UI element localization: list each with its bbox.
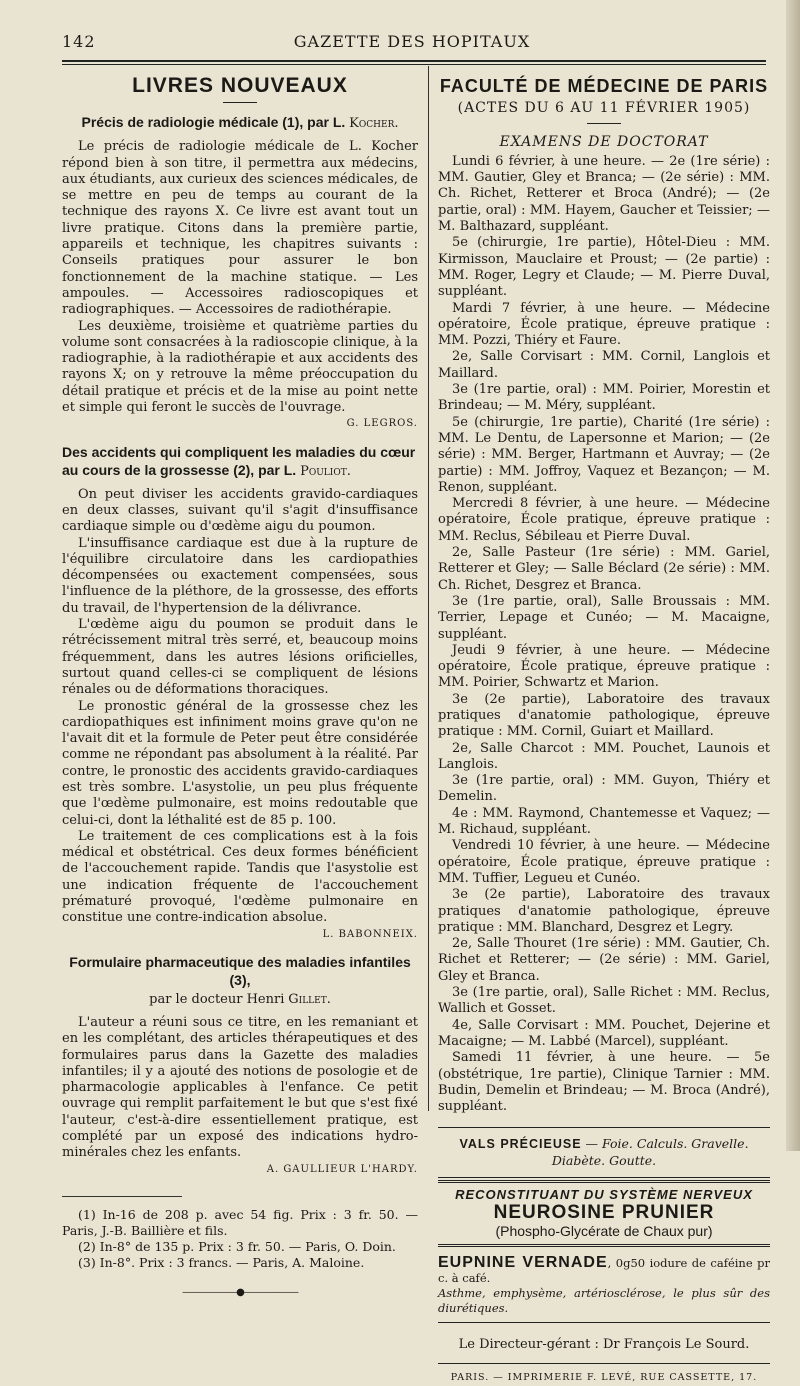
exam-paragraph: 3e (1re partie, oral), Salle Broussais : MM. Terrier, Lepage et Cunéo; — M. Macaigne, suppléant.	[438, 593, 770, 642]
exam-paragraph: 3e (1re partie, oral), Salle Richet : MM. Reclus, Wallich et Gosset.	[438, 985, 770, 1017]
ornament-divider: ——————●——————	[182, 1286, 298, 1298]
director-line: Le Directeur-gérant : Dr François Le Sourd.	[458, 1336, 750, 1352]
review-paragraph: L'œdème aigu du poumon se produit dans le rétrécissement mitral très serré, et, beaucoup moins fréquemment, dans les autres lésions orificielles, surtout quand celles-ci se compliquent de lésions rénales ou de déformations thoraciques.	[62, 617, 418, 698]
exam-paragraph: 5e (chirurgie, 1re partie), Charité (1re série) : MM. Le Dentu, de Lapersonne et Marion; — (2e série) : MM. Berger, Hartmann et Auvray; — (2e partie) : MM. Joffroy, Vaquez et Bezançon; — M. Renon, suppléant.	[438, 414, 770, 495]
page-header	[62, 30, 762, 60]
exam-paragraph: 2e, Salle Charcot : MM. Pouchet, Launois et Langlois.	[438, 740, 770, 772]
review-title: Précis de radiologie médicale (1), par L. Kocher.	[81, 114, 399, 132]
review-signature: A. GAULLIEUR L'HARDY.	[266, 1163, 418, 1175]
section-title: LIVRES NOUVEAUX	[132, 74, 348, 97]
footnote: (2) In-8° de 135 p. Prix : 3 fr. 50. — Paris, O. Doin.	[78, 1238, 396, 1254]
section-title: FACULTÉ DE MÉDECINE DE PARIS	[439, 76, 769, 96]
review-signature: G. LEGROS.	[346, 418, 418, 430]
printer-line: PARIS. — IMPRIMERIE F. LEVÉ, RUE CASSETTE, 17.	[438, 1363, 770, 1386]
ad-neurosine: RECONSTITUANT DU SYSTÈME NERVEUX NEUROSINE PRUNIER (Phospho-Glycérate de Chaux pur)	[438, 1180, 770, 1247]
review-title: Formulaire pharmaceutique des maladies infantiles (3), par le docteur Henri Gillet.	[69, 953, 411, 1007]
left-column	[62, 74, 418, 1301]
footnote-rule	[62, 1196, 182, 1207]
column-divider	[428, 66, 429, 1111]
review-paragraph: L'insuffisance cardiaque est due à la rupture de l'équilibre circulatoire dans les cardiopathies décompensées ou exactement compensées, sous l'influence de la pléthore, de la grossesse, des efforts du travail, de l'hypertension de la délivrance.	[62, 535, 418, 616]
review-paragraph: Les deuxième, troisième et quatrième parties du volume sont consacrées à la radioscopie clinique, à la radiographie, à la radiothérapie et aux accidents des rayons X; on y retrouve la même préoccupation du détail pratique et précis et de la mise au point nette et simple qui feront le succès de l'ouvrage.	[62, 318, 418, 416]
title-rule	[223, 102, 257, 103]
exam-paragraph: Lundi 6 février, à une heure. — 2e (1re série) : MM. Gautier, Gley et Branca; — (2e série) : MM. Ch. Richet, Retterer et Broca (André); — (2e partie, oral) : MM. Hayem, Gaucher et Teissier; — M. Balthazard, suppléant.	[438, 153, 770, 235]
ad-eupnine: EUPNINE VERNADE, 0g50 iodure de caféine pr c. à café. Asthme, emphysème, artériosclérose, le plus sûr des diurétiques.	[438, 1255, 770, 1323]
title-rule	[587, 123, 621, 124]
exam-paragraph: Vendredi 10 février, à une heure. — Médecine opératoire, École pratique, épreuve pratique : MM. Tuffier, Legueu et Cunéo.	[438, 838, 770, 886]
exam-paragraph: 3e (1re partie, oral) : MM. Guyon, Thiéry et Demelin.	[438, 773, 770, 805]
journal-title: GAZETTE DES HOPITAUX	[293, 32, 531, 51]
exam-heading: EXAMENS DE DOCTORAT	[499, 133, 709, 150]
footnote: (3) In-8°. Prix : 3 francs. — Paris, A. Maloine.	[78, 1254, 365, 1270]
exam-paragraph: 2e, Salle Corvisart : MM. Cornil, Langlois et Maillard.	[438, 349, 770, 381]
exam-paragraph: 3e (2e partie), Laboratoire des travaux pratiques d'anatomie pathologique, épreuve pratique : MM. Cornil, Guiart et Maillard.	[438, 691, 770, 740]
review-paragraph: Le précis de radiologie médicale de L. Kocher répond bien à son titre, il permettra aux médecins, aux étudiants, aux curieux des sciences médicales, de se mettre en peu de temps au courant de la technique des rayons X. Ce livre est avant tout un livre pratique. Citons dans la première partie, appareils et technique, les chapitres suivants : Conseils pratiques pour assurer le bon fonctionnement de la machine statique. — Les ampoules. — Accessoires radioscopiques et radiographiques. — Accessoires de radiothérapie.	[62, 139, 418, 318]
exam-paragraph: Jeudi 9 février, à une heure. — Médecine opératoire, École pratique, épreuve pratique : MM. Poirier, Schwartz et Marion.	[438, 642, 770, 691]
review-signature: L. BABONNEIX.	[322, 928, 418, 940]
review-paragraph: Le pronostic général de la grossesse chez les cardiopathiques est infiniment moins grave qu'on ne l'avait dit et la formule de Peter peut être considérée comme ne répondant pas absolument à la réalité. Par contre, le pronostic des accidents gravido-cardiaques est très sombre. L'asystolie, un peu plus fréquente que l'œdème pulmonaire, est moins redoutable que celui-ci, dont la léthalité est de 85 p. 100.	[62, 698, 418, 828]
exam-paragraph: 4e : MM. Raymond, Chantemesse et Vaquez; — M. Richaud, suppléant.	[438, 805, 770, 838]
footnote: (1) In-16 de 208 p. avec 54 fig. Prix : 3 fr. 50. — Paris, J.-B. Baillière et fils.	[62, 1206, 418, 1238]
exam-paragraph: Mercredi 8 février, à une heure. — Médecine opératoire, École pratique, épreuve pratique : MM. Reclus, Sébileau et Pierre Duval.	[438, 496, 770, 544]
ad-vals: VALS PRÉCIEUSE — Foie. Calculs. Gravelle. Diabète. Goutte.	[438, 1127, 770, 1178]
section-subtitle: (ACTES DU 6 AU 11 FÉVRIER 1905)	[457, 100, 751, 117]
review-title: Des accidents qui compliquent les maladies du cœur au cours de la grossesse (2), par L. Pouliot.	[62, 443, 416, 479]
header-rule	[62, 60, 766, 62]
exam-paragraph: 2e, Salle Pasteur (1re série) : MM. Gariel, Retterer et Gley; — Salle Béclard (2e série) : MM. Ch. Richet, Desgrez et Branca.	[438, 545, 770, 593]
footnotes	[62, 1207, 418, 1271]
exam-paragraph: Mardi 7 février, à une heure. — Médecine opératoire, École pratique, épreuve pratique : MM. Pozzi, Thiéry et Faure.	[438, 300, 770, 349]
exam-paragraph: Samedi 11 février, à une heure. — 5e (obstétrique, 1re partie), Clinique Tarnier : MM. Budin, Demelin et Brindeau; — M. Broca (André), suppléant.	[438, 1050, 770, 1115]
review-paragraph: Le traitement de ces complications est à la fois médical et obstétrical. Ces deux formes bénéficient de l'accouchement rapide. Tandis que l'asystolie est une indication fréquente de l'accouchement prématuré provoqué, l'œdème pulmonaire en constitue une contre-indication absolue.	[62, 828, 418, 926]
right-column	[438, 78, 770, 1386]
exam-paragraph: 3e (1re partie, oral) : MM. Poirier, Morestin et Brindeau; — M. Méry, suppléant.	[438, 382, 770, 414]
page-number: 142	[62, 32, 96, 51]
exam-paragraph: 2e, Salle Thouret (1re série) : MM. Gautier, Ch. Richet et Retterer; — (2e série) : MM. Gariel, Gley et Branca.	[438, 936, 770, 984]
exam-paragraph: 4e, Salle Corvisart : MM. Pouchet, Dejerine et Macaigne; — M. Labbé (Marcel), suppléant.	[438, 1017, 770, 1049]
review-paragraph: L'auteur a réuni sous ce titre, en les remaniant et en les complétant, des articles thérapeutiques et des formulaires parus dans la Gazette des maladies infantiles; il y a ajouté des notions de posologie et de pharmacologie applicables à l'enfance. Ce petit ouvrage qui remplit parfaitement le but que s'est fixé l'auteur, c'est-à-dire essentiellement pratique, est complété par un exposé des indications hydro-minérales chez les enfants.	[62, 1014, 418, 1161]
exam-paragraph: 3e (2e partie), Laboratoire des travaux pratiques d'anatomie pathologique, épreuve pratique : MM. Blanchard, Desgrez et Legry.	[438, 887, 770, 935]
page-edge	[786, 0, 800, 1151]
review-paragraph: On peut diviser les accidents gravido-cardiaques en deux classes, suivant qu'il s'agit d'insuffisance cardiaque simple ou d'œdème aigu du poumon.	[62, 486, 418, 535]
exam-paragraph: 5e (chirurgie, 1re partie), Hôtel-Dieu : MM. Kirmisson, Mauclaire et Proust; — (2e partie) : MM. Roger, Legry et Claude; — M. Pierre Duval, suppléant.	[438, 235, 770, 300]
header-rule-thin	[62, 64, 766, 65]
